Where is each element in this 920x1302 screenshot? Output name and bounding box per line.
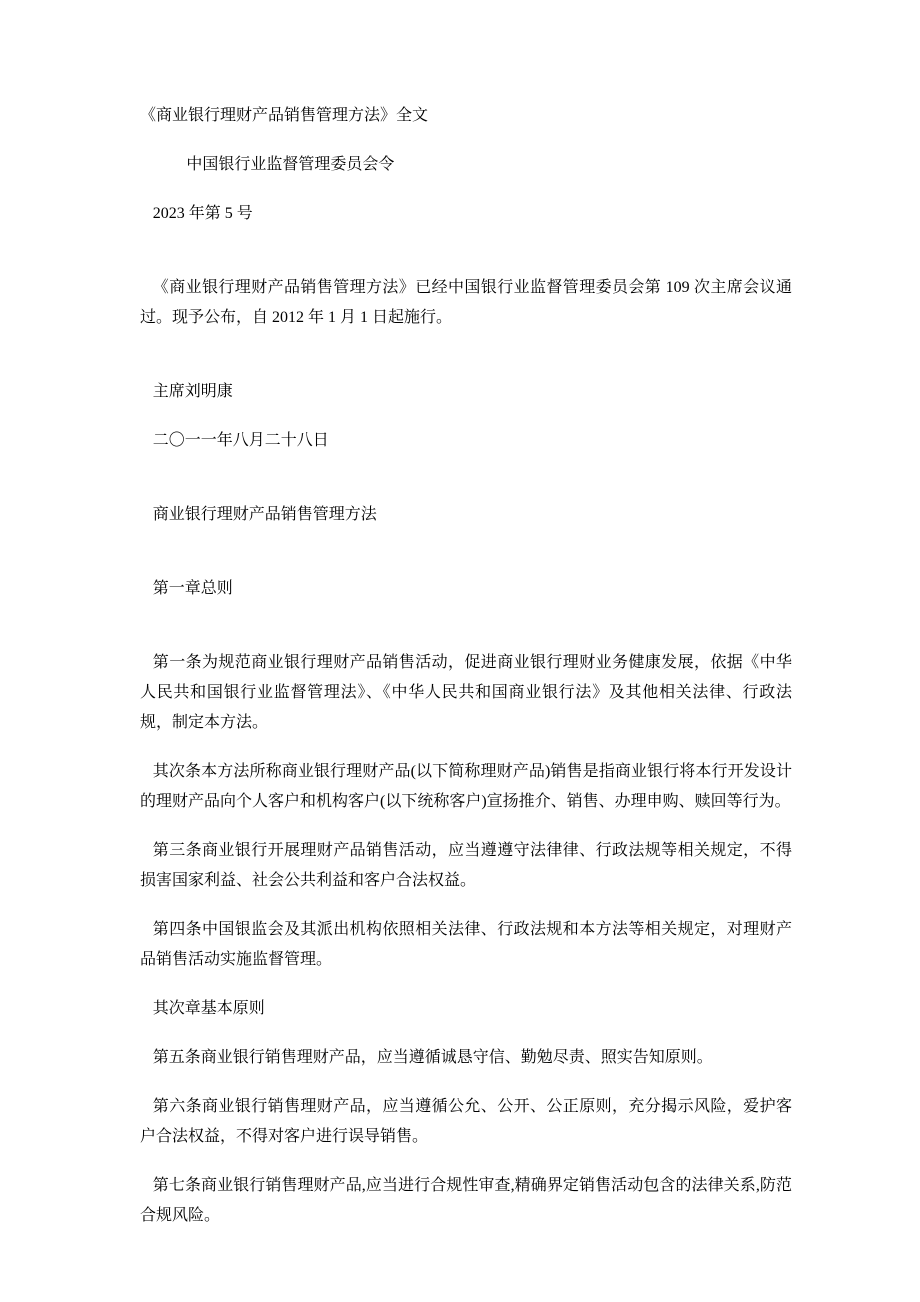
article-5: 第五条商业银行销售理财产品，应当遵循诚恳守信、勤勉尽责、照实告知原则。 [152,1049,713,1066]
document-title: 《商业银行理财产品销售管理方法》全文 [140,107,429,124]
article-4: 第四条中国银监会及其派出机构依照相关法律、行政法规和本方法等相关规定，对理财产品销售活动实施监督管理。 [140,921,792,968]
article-1: 第一条为规范商业银行理财产品销售活动，促进商业银行理财业务健康发展，依据《中华人民共和国银行业监督管理法》、《中华人民共和国商业银行法》及其他相关法律、行政法规，制定本方法。 [140,654,792,731]
chapter-1-heading: 第一章总则 [152,580,233,597]
regulation-title: 商业银行理财产品销售管理方法 [152,506,377,523]
chapter-2-heading: 其次章基本原则 [152,1000,265,1017]
decree-number: 2023 年第 5 号 [152,205,253,222]
article-7: 第七条商业银行销售理财产品,应当进行合规性审查,精确界定销售活动包含的法律关系,防范合规风险。 [140,1177,792,1224]
issue-date: 二〇一一年八月二十八日 [152,432,329,449]
article-6: 第六条商业银行销售理财产品，应当遵循公允、公开、公正原则，充分揭示风险，爱护客户合法权益，不得对客户进行误导销售。 [140,1098,792,1145]
article-2: 其次条本方法所称商业银行理财产品(以下简称理财产品)销售是指商业银行将本行开发设计的理财产品向个人客户和机构客户(以下统称客户)宣扬推介、销售、办理申购、赎回等行为。 [140,763,792,810]
chairman-signature: 主席刘明康 [152,383,233,400]
intro-paragraph: 《商业银行理财产品销售管理方法》已经中国银行业监督管理委员会第 109 次主席会议通过。现予公布，自 2012 年 1 月 1 日起施行。 [140,279,792,326]
article-3: 第三条商业银行开展理财产品销售活动，应当遵遵守法律律、行政法规等相关规定，不得损害国家利益、社会公共利益和客户合法权益。 [140,842,792,889]
issuing-authority: 中国银行业监督管理委员会令 [186,156,395,173]
